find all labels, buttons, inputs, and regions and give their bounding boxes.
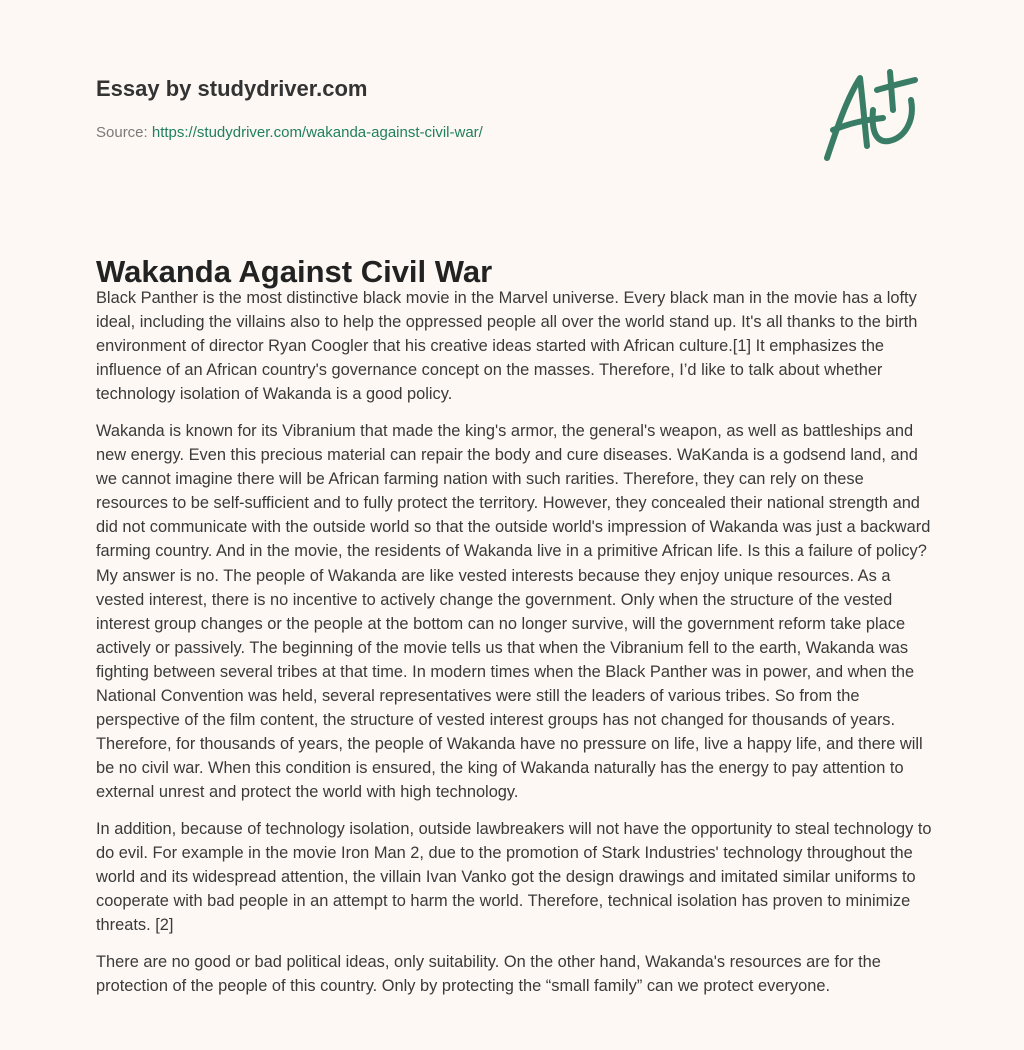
site-title: Essay by studydriver.com <box>96 76 368 101</box>
source-link[interactable]: https://studydriver.com/wakanda-against-civil-war/ <box>151 124 483 141</box>
a-plus-logo-icon <box>815 68 930 168</box>
essay-header <box>96 76 483 141</box>
source-line <box>96 124 483 141</box>
article-body <box>96 286 932 1011</box>
paragraph: Wakanda is known for its Vibranium that made the king's armor, the general's weapon, as well as battleships and new energy. Even this precious material can repair the body and cure diseases. WaKanda is a godsend land, and we cannot imagine there will be African farming nation with such rarities. Therefore, they can rely on these resources to be self-sufficient and to fully protect the territory. However, they concealed their national strength and did not communicate with the outside world so that the outside world's impression of Wakanda was just a backward farming country. And in the movie, the residents of Wakanda live in a primitive African life. Is this a failure of policy? My answer is no. The people of Wakanda are like vested interests because they enjoy unique resources. As a vested interest, there is no incentive to actively change the government. Only when the structure of the vested interest group changes or the people at the bottom can no longer survive, will the government reform take place actively or passively. The beginning of the movie tells us that when the Vibranium fell to the earth, Wakanda was fighting between several tribes at that time. In modern times when the Black Panther was in power, and when the National Convention was held, several representatives were still the leaders of various tribes. So from the perspective of the film content, the structure of vested interest groups has not changed for thousands of years. Therefore, for thousands of years, the people of Wakanda have no pressure on life, live a happy life, and there will be no civil war. When this condition is ensured, the king of Wakanda naturally has the energy to pay attention to external unrest and protect the world with high technology. <box>96 421 931 802</box>
paragraph: Black Panther is the most distinctive black movie in the Marvel universe. Every black man in the movie has a lofty ideal, including the villains also to help the oppressed people all over the world stand up. It's all thanks to the birth environment of director Ryan Coogler that his creative ideas started with African culture.[1] It emphasizes the influence of an African country's governance concept on the masses. Therefore, I’d like to talk about whether technology isolation of Wakanda is a good policy. <box>96 289 918 404</box>
paragraph: There are no good or bad political ideas, only suitability. On the other hand, Wakanda's resources are for the protection of the people of this country. Only by protecting the “small family” can we protect everyone. <box>96 952 881 996</box>
paragraph: In addition, because of technology isolation, outside lawbreakers will not have the opportunity to steal technology to do evil. For example in the movie Iron Man 2, due to the promotion of Stark Industries' technology throughout the world and its widespread attention, the villain Ivan Vanko got the design drawings and imitated similar uniforms to cooperate with bad people in an attempt to harm the world. Therefore, technical isolation has proven to minimize threats. [2] <box>96 819 932 935</box>
article-title: Wakanda Against Civil War <box>96 254 493 289</box>
source-label: Source: <box>96 124 148 141</box>
